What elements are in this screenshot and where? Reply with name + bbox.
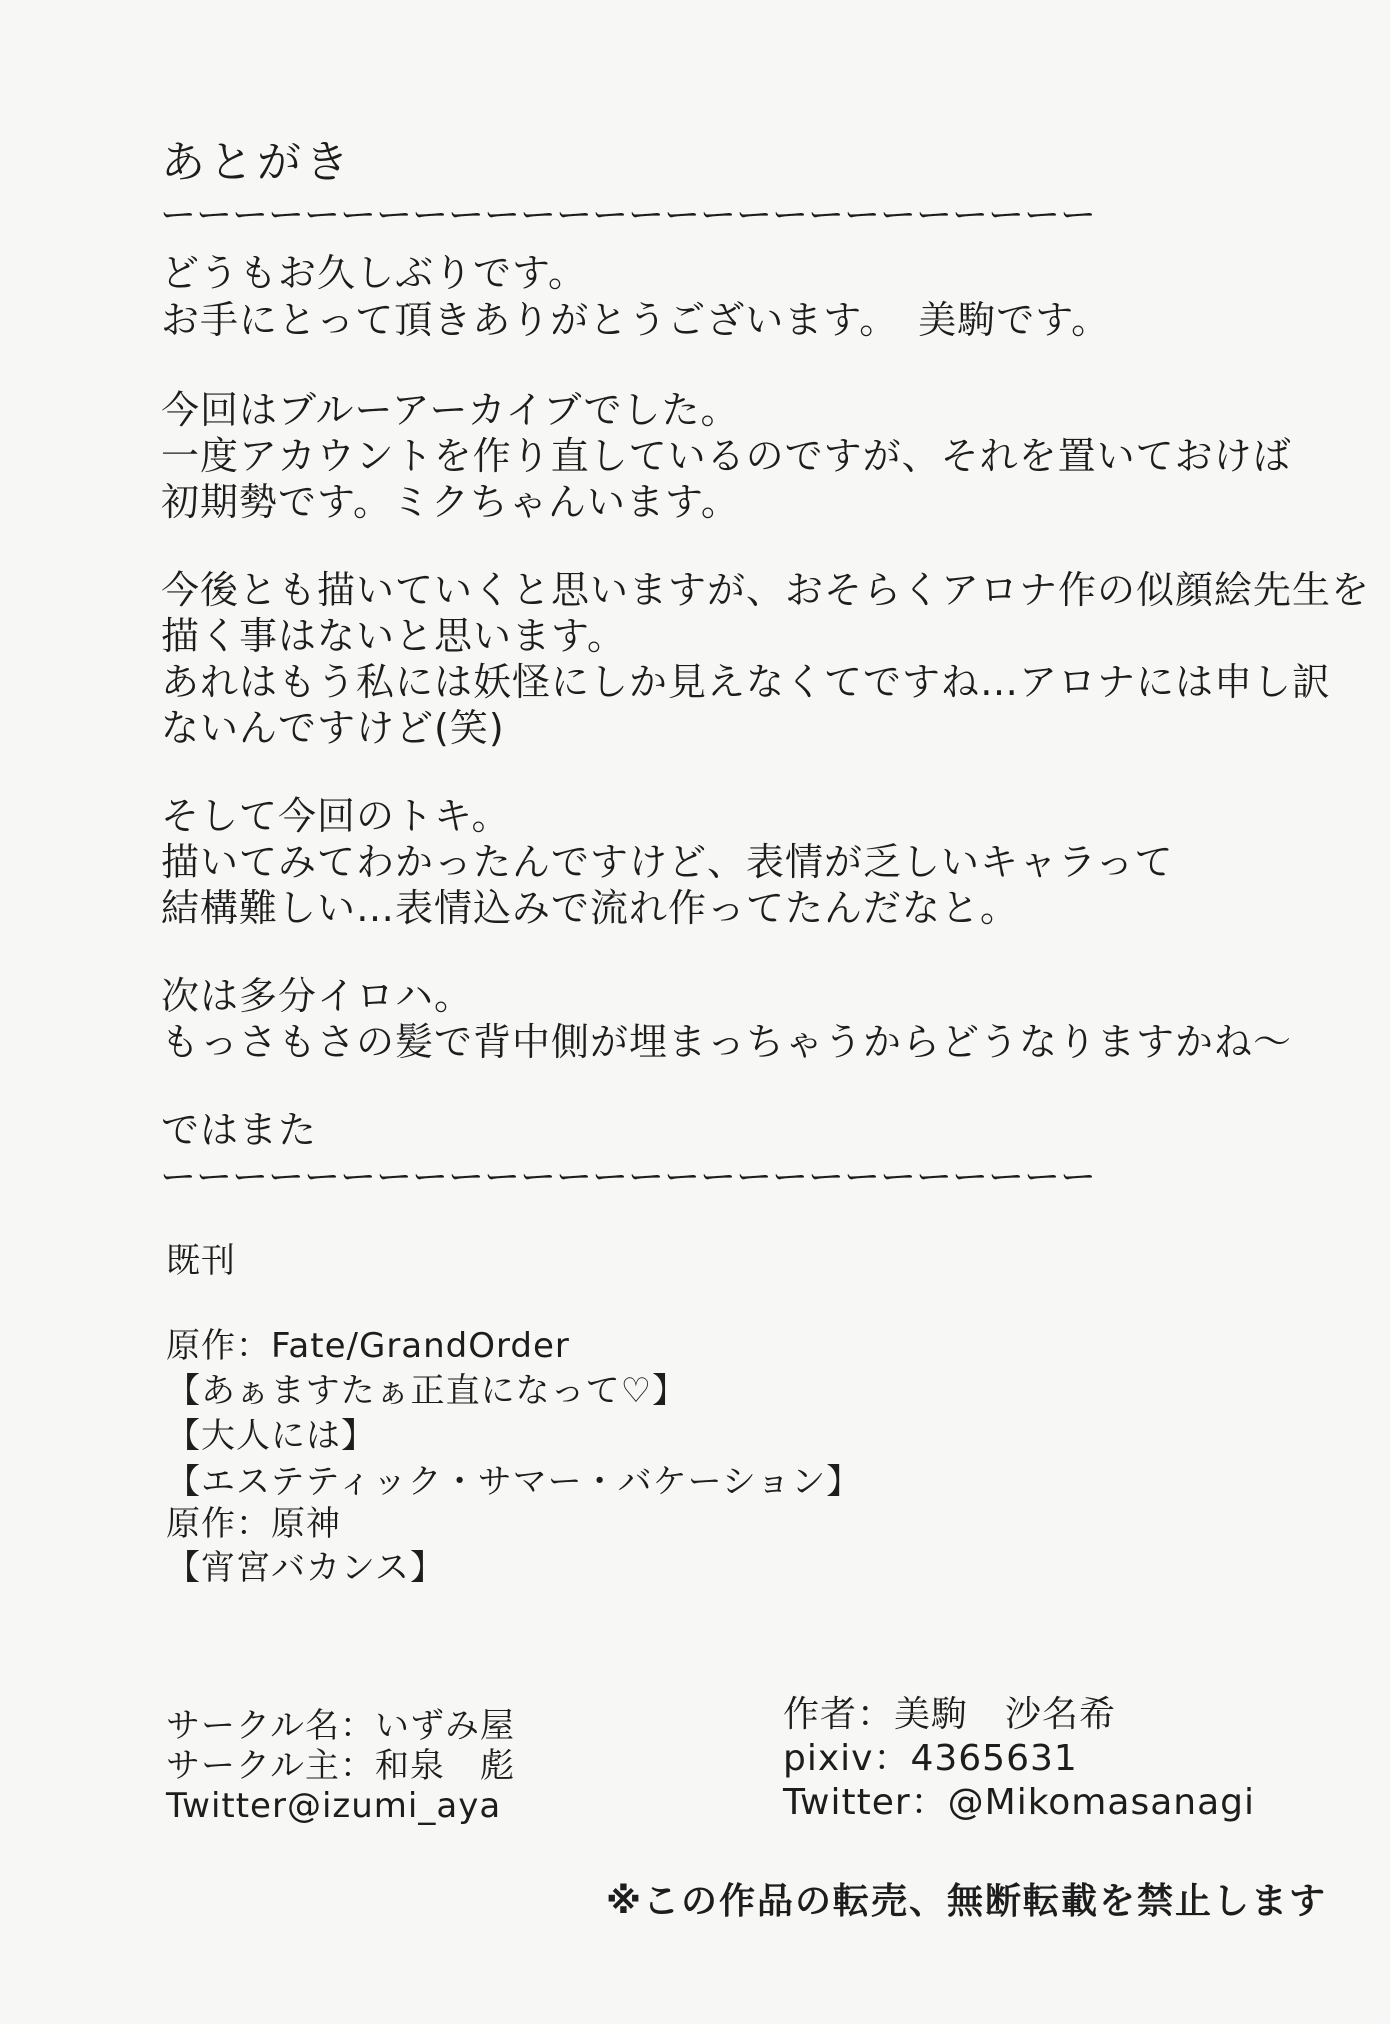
body-line: 一度アカウントを作り直しているのですが、それを置いておけば <box>161 434 1292 478</box>
reprint-notice: ※この作品の転売、無断転載を禁止します <box>606 1881 1327 1922</box>
body-line: 今後とも描いていくと思いますが、おそらくアロナ作の似顔絵先生を <box>161 568 1371 612</box>
body-line: ではまた <box>161 1108 318 1152</box>
author-pixiv: pixiv：4365631 <box>783 1738 1078 1779</box>
previous-work-item: 【大人には】 <box>166 1416 376 1456</box>
body-line: 結構難しい…表情込みで流れ作ってたんだなと。 <box>161 886 1020 930</box>
body-line: 今回はブルーアーカイブでした。 <box>161 388 740 432</box>
previous-works-heading: 既刊 <box>166 1241 236 1281</box>
previous-work-item: 【エステティック・サマー・バケーション】 <box>166 1462 862 1502</box>
previous-work-item: 原作：原神 <box>166 1504 341 1544</box>
author-name: 作者：美駒 沙名希 <box>783 1694 1117 1735</box>
body-line: 描く事はないと思います。 <box>161 614 626 658</box>
body-line: どうもお久しぶりです。 <box>161 251 587 295</box>
circle-owner: サークル主：和泉 彪 <box>166 1746 515 1786</box>
divider-top: ーーーーーーーーーーーーーーーーーーーーーーーーーー <box>160 195 1097 236</box>
body-line: 描いてみてわかったんですけど、表情が乏しいキャラって <box>161 840 1174 884</box>
body-line: あれはもう私には妖怪にしか見えなくてですね…アロナには申し訳 <box>161 660 1332 704</box>
circle-name: サークル名：いずみ屋 <box>166 1706 515 1746</box>
divider-bottom: ーーーーーーーーーーーーーーーーーーーーーーーーーー <box>160 1157 1097 1198</box>
body-line: ないんですけど(笑) <box>161 706 505 750</box>
circle-twitter: Twitter@izumi_aya <box>166 1786 502 1826</box>
previous-work-item: 【宵宮バカンス】 <box>166 1548 445 1588</box>
author-twitter: Twitter：@Mikomasanagi <box>783 1782 1255 1823</box>
body-line: そして今回のトキ。 <box>161 794 511 838</box>
body-line: もっさもさの髪で背中側が埋まっちゃうからどうなりますかね～ <box>161 1020 1293 1064</box>
body-line: お手にとって頂きありがとうございます。 美駒です。 <box>161 298 1111 342</box>
previous-work-item: 【あぁますたぁ正直になって♡】 <box>166 1371 688 1411</box>
body-line: 次は多分イロハ。 <box>161 974 474 1018</box>
previous-work-item: 原作：Fate/GrandOrder <box>166 1326 570 1366</box>
body-line: 初期勢です。ミクちゃんいます。 <box>161 480 740 524</box>
page-title: あとがき <box>161 137 353 188</box>
